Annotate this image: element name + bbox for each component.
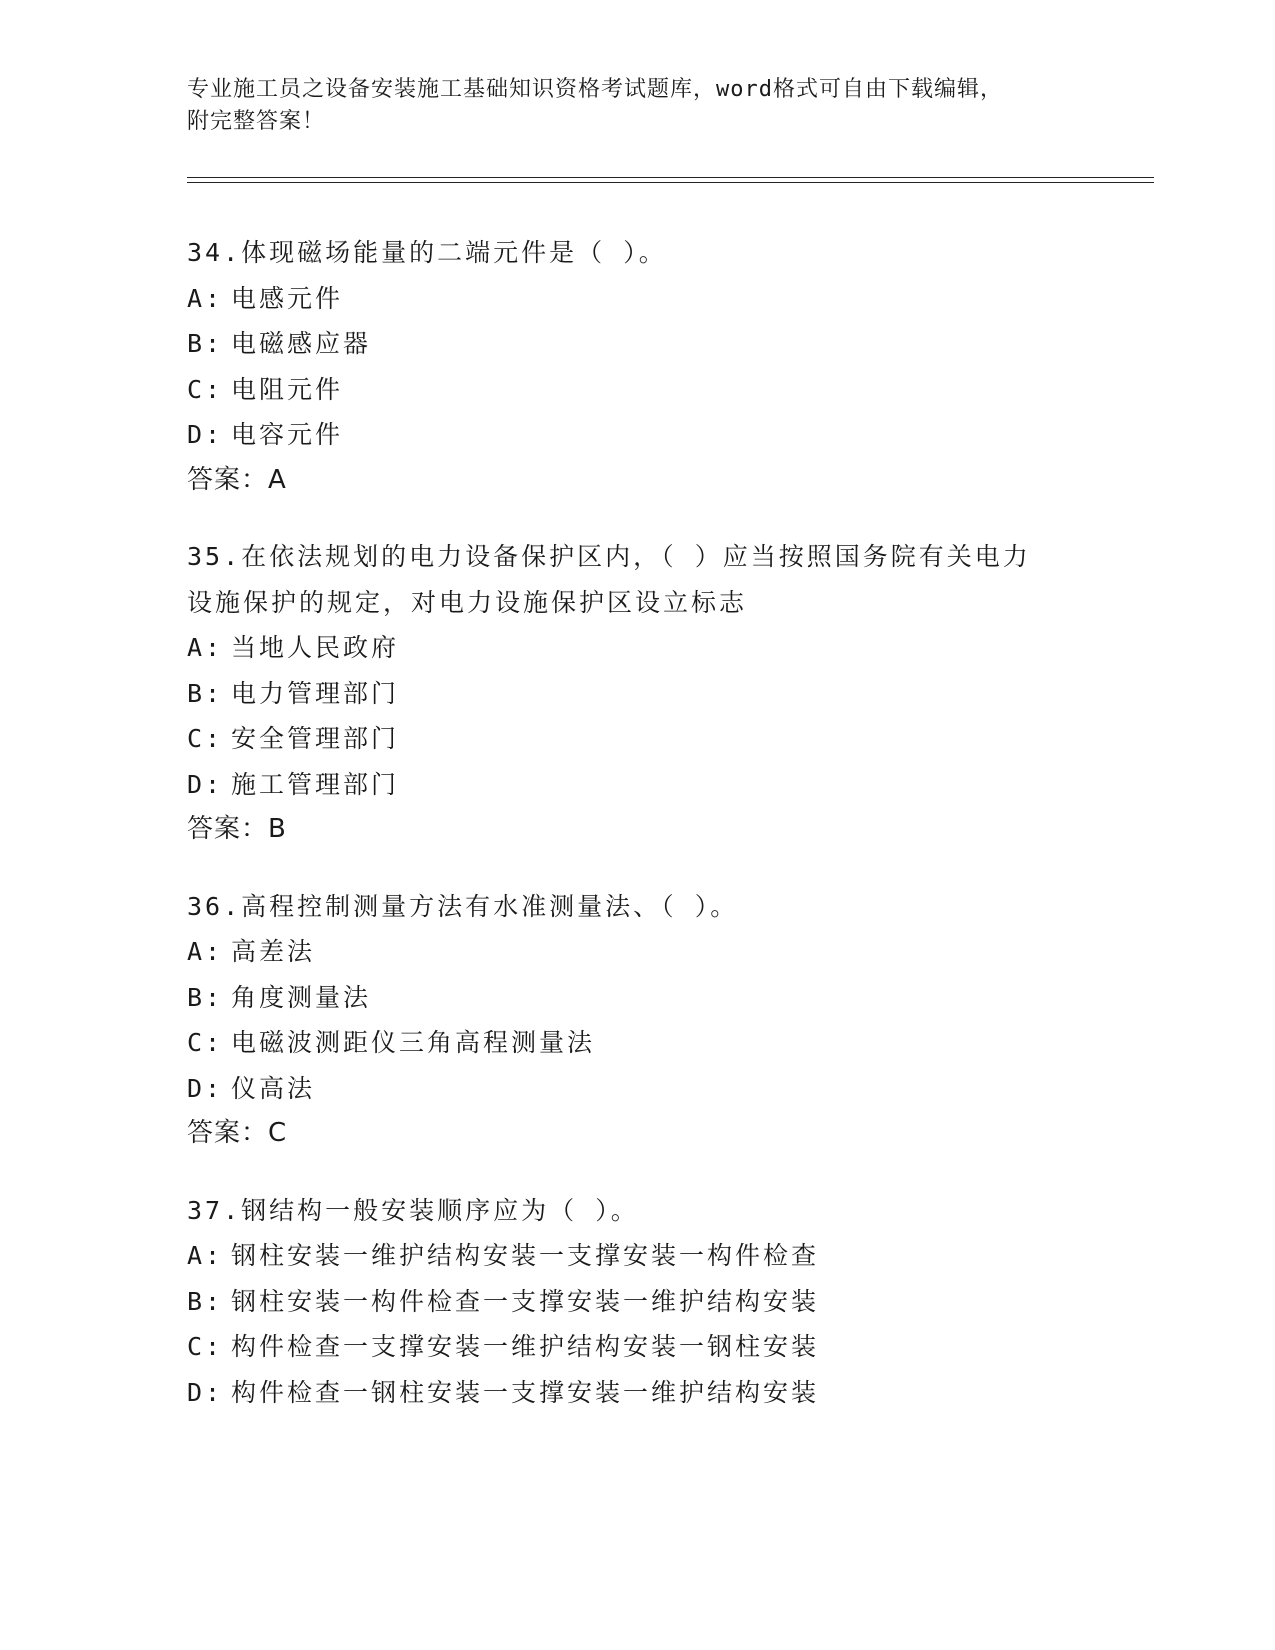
option-b xyxy=(187,1279,1147,1325)
question-34 xyxy=(187,230,1147,503)
option-c xyxy=(187,716,1147,762)
option-text: 电力管理部门 xyxy=(231,678,400,708)
option-d xyxy=(187,1066,1147,1112)
question-36 xyxy=(187,884,1147,1157)
option-a xyxy=(187,276,1147,322)
option-c xyxy=(187,1020,1147,1066)
option-key: D: xyxy=(187,420,224,449)
page-header xyxy=(187,74,1087,138)
option-text: 构件检查一支撑安装一维护结构安装一钢柱安装 xyxy=(231,1332,820,1361)
option-d xyxy=(187,412,1147,458)
option-text: 电阻元件 xyxy=(231,374,344,404)
option-key: C: xyxy=(187,1028,224,1057)
option-key: B: xyxy=(187,982,224,1012)
option-key: D: xyxy=(187,769,224,799)
option-c xyxy=(187,1324,1147,1370)
option-text: 高差法 xyxy=(231,937,316,966)
question-list xyxy=(187,230,1147,1446)
option-d xyxy=(187,762,1147,808)
answer-line: 答案：A xyxy=(187,464,287,495)
option-key: D: xyxy=(187,1377,224,1407)
question-37 xyxy=(187,1188,1147,1416)
option-text: 当地人民政府 xyxy=(231,633,400,662)
option-text: 安全管理部门 xyxy=(231,724,400,753)
option-key: A: xyxy=(187,633,224,662)
option-a xyxy=(187,625,1147,671)
option-a xyxy=(187,1233,1147,1279)
question-stem: 37.钢结构一般安装顺序应为（ ）。 xyxy=(187,1195,639,1225)
option-key: B: xyxy=(187,1286,224,1316)
option-c xyxy=(187,367,1147,413)
option-key: B: xyxy=(187,329,224,358)
answer-line: 答案：B xyxy=(187,814,287,844)
answer-line: 答案：C xyxy=(187,1118,288,1148)
option-b xyxy=(187,321,1147,367)
option-b xyxy=(187,975,1147,1021)
option-key: A: xyxy=(187,937,224,966)
option-key: B: xyxy=(187,678,224,708)
option-key: D: xyxy=(187,1073,224,1103)
option-key: C: xyxy=(187,374,224,404)
option-text: 仪高法 xyxy=(231,1073,316,1103)
option-b xyxy=(187,671,1147,717)
option-text: 钢柱安装一维护结构安装一支撑安装一构件检查 xyxy=(231,1241,820,1270)
option-key: C: xyxy=(187,1332,224,1361)
question-stem: 34.体现磁场能量的二端元件是（ ）。 xyxy=(187,238,667,267)
option-key: A: xyxy=(187,1241,224,1270)
option-text: 角度测量法 xyxy=(231,982,372,1012)
option-text: 电磁波测距仪三角高程测量法 xyxy=(231,1028,596,1057)
header-line-1: 专业施工员之设备安装施工基础知识资格考试题库，word格式可自由下载编辑， xyxy=(187,77,1003,102)
option-text: 电感元件 xyxy=(231,283,344,313)
option-a xyxy=(187,929,1147,975)
question-stem-continued: 设施保护的规定，对电力设施保护区设立标志 xyxy=(187,587,748,617)
option-text: 电磁感应器 xyxy=(231,329,372,358)
question-stem: 36.高程控制测量方法有水准测量法、（ ）。 xyxy=(187,891,739,921)
question-stem: 35.在依法规划的电力设备保护区内，（ ）应当按照国务院有关电力 xyxy=(187,542,1031,571)
option-key: C: xyxy=(187,724,224,753)
option-text: 施工管理部门 xyxy=(231,769,400,799)
option-text: 电容元件 xyxy=(231,420,344,449)
option-text: 构件检查一钢柱安装一支撑安装一维护结构安装 xyxy=(231,1377,820,1407)
header-divider xyxy=(187,177,1154,183)
header-line-2: 附完整答案！ xyxy=(187,109,326,134)
question-35 xyxy=(187,534,1147,853)
option-key: A: xyxy=(187,283,224,313)
option-d xyxy=(187,1370,1147,1416)
option-text: 钢柱安装一构件检查一支撑安装一维护结构安装 xyxy=(231,1286,820,1316)
